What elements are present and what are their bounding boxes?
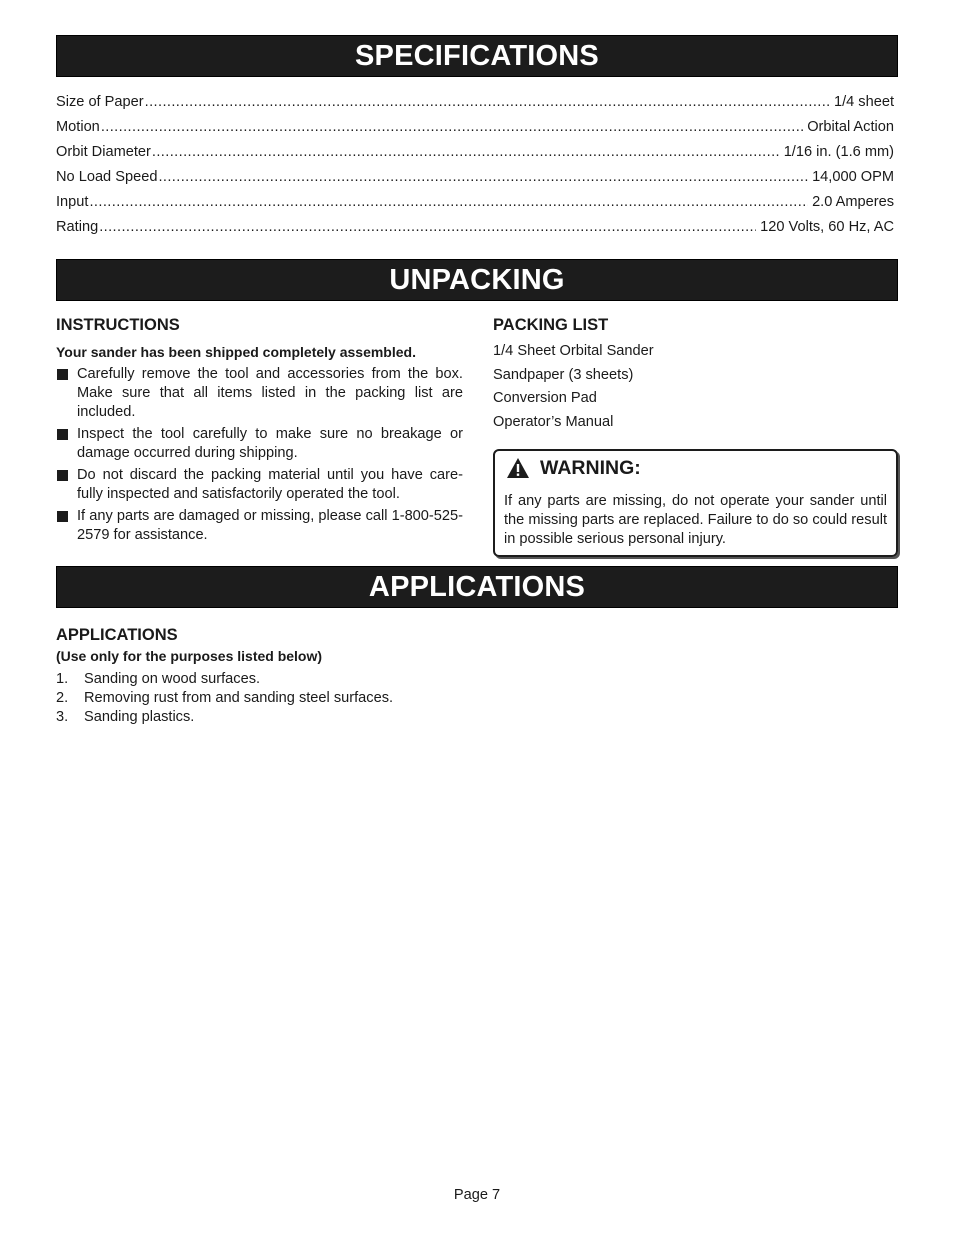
list-number: 2. — [56, 690, 69, 706]
list-number: 1. — [56, 671, 69, 687]
list-item — [56, 689, 656, 708]
spec-label: Rating — [56, 219, 99, 235]
list-item-text: Inspect the tool carefully to make sure no breakage or damage occurred during shipping. — [77, 426, 463, 461]
applications-subhead: (Use only for the purposes listed below) — [56, 648, 323, 664]
packing-list-item: Operator’s Manual — [493, 413, 614, 430]
leader-dots — [158, 169, 808, 185]
spec-row — [56, 194, 894, 219]
spec-label: Input — [56, 194, 89, 210]
unpacking-header: UNPACKING — [56, 259, 898, 301]
spec-row — [56, 119, 894, 144]
spec-value: 2.0 Amperes — [812, 194, 894, 210]
square-bullet-icon — [57, 470, 68, 481]
warning-text: If any parts are missing, do not operate your sander until the missing parts are replaced. Failure to do so could result in possible serious personal injury. — [504, 493, 887, 547]
list-item-text: Sanding on wood surfaces. — [84, 671, 261, 687]
specifications-header: SPECIFICATIONS — [56, 35, 898, 77]
leader-dots — [145, 94, 830, 110]
spec-row — [56, 94, 894, 119]
applications-heading: APPLICATIONS — [56, 626, 178, 644]
leader-dots — [152, 144, 780, 160]
spec-value: 14,000 OPM — [812, 169, 894, 185]
square-bullet-icon — [57, 511, 68, 522]
spec-label: No Load Speed — [56, 169, 158, 185]
list-item — [56, 708, 656, 727]
packing-list-item: Sandpaper (3 sheets) — [493, 366, 634, 383]
packing-list-heading: PACKING LIST — [493, 316, 609, 334]
spec-label: Size of Paper — [56, 94, 144, 110]
leader-dots — [101, 119, 803, 135]
list-item — [56, 507, 463, 545]
applications-section — [56, 626, 656, 727]
list-item-text: Carefully remove the tool and accessories from the box. Make sure that all items listed in the packing list are included. — [77, 366, 463, 420]
packing-list — [493, 340, 898, 434]
specifications-list — [56, 94, 894, 244]
warning-triangle-icon — [506, 457, 530, 479]
packing-list-item: Conversion Pad — [493, 390, 597, 406]
leader-dots — [89, 194, 808, 210]
list-item — [56, 425, 463, 463]
square-bullet-icon — [57, 429, 68, 440]
warning-heading: WARNING: — [540, 456, 641, 479]
instructions-subhead: Your sander has been shipped completely assembled. — [56, 344, 416, 360]
spec-value: Orbital Action — [807, 119, 894, 135]
applications-header: APPLICATIONS — [56, 566, 898, 608]
instructions-list — [56, 365, 463, 545]
list-number: 3. — [56, 709, 69, 725]
instructions-section — [56, 316, 463, 548]
leader-dots — [99, 219, 756, 235]
list-item — [56, 365, 463, 422]
list-item — [56, 670, 656, 689]
spec-label: Motion — [56, 119, 100, 135]
spec-value: 120 Volts, 60 Hz, AC — [760, 219, 894, 235]
spec-value: 1/4 sheet — [833, 94, 894, 110]
applications-list — [56, 670, 656, 727]
spec-label: Orbit Diameter — [56, 144, 151, 160]
list-item-text: If any parts are damaged or missing, please call 1-800-525-2579 for assistance. — [77, 508, 463, 543]
warning-header — [504, 455, 887, 481]
spec-row — [56, 219, 894, 244]
packing-list-section — [493, 316, 898, 434]
square-bullet-icon — [57, 369, 68, 380]
spec-value: 1/16 in. (1.6 mm) — [783, 144, 894, 160]
warning-box — [493, 449, 898, 557]
packing-list-item: 1/4 Sheet Orbital Sander — [493, 343, 654, 359]
instructions-heading: INSTRUCTIONS — [56, 316, 180, 334]
spec-row — [56, 169, 894, 194]
spec-row — [56, 144, 894, 169]
list-item-text: Do not discard the packing material until you have care-fully inspected and satisfactorily operated the tool. — [77, 467, 463, 502]
list-item-text: Removing rust from and sanding steel surfaces. — [84, 690, 394, 706]
list-item — [56, 466, 463, 504]
page-number: Page 7 — [453, 1187, 501, 1203]
list-item-text: Sanding plastics. — [84, 709, 195, 725]
